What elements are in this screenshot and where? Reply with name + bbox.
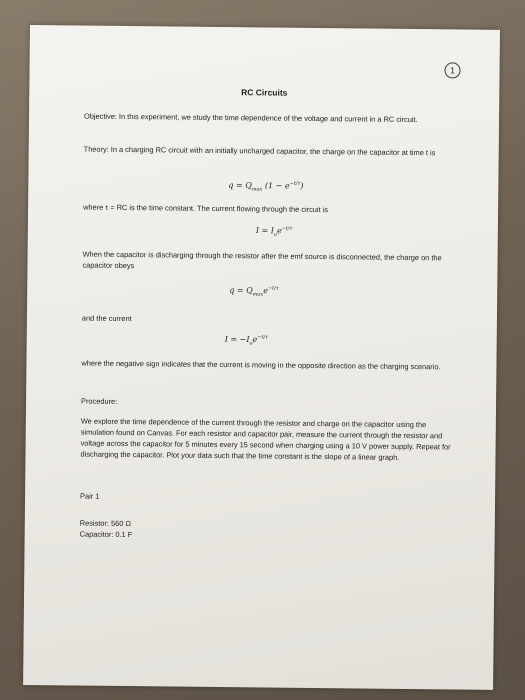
neg-current-eq-exp: −t/τ: [257, 334, 268, 341]
procedure-paragraph: We explore the time dependence of the current through the resistor and charge on the capacitor using the simulation found on Canvas. For each resistor and capacitor pair, measure the current through the resistor and voltage across the capacitor for 5 minutes every 15 second when charging using a 10 V power supply. Repeat for discharging the capacitor. Plot your data such that the time constant is the slope of a linear graph.: [80, 416, 451, 462]
document-page: [23, 25, 500, 690]
neg-current-eq-sub: o: [249, 340, 253, 347]
current-eq-tail: e: [276, 226, 282, 236]
discharge-eq-exp: −t/τ: [267, 285, 279, 292]
discharge-eq-tail: e: [263, 286, 269, 296]
charge-equation: [228, 180, 303, 193]
negative-current-equation: [225, 334, 268, 347]
discharge-eq-sub: max: [252, 291, 264, 298]
objective-paragraph: Objective: In this experiment, we study the time dependence of the voltage and current in a RC circuit.: [84, 111, 418, 125]
theory-paragraph: Theory: In a charging RC circuit with an initially uncharged capacitor, the charge on the capacitor at time t is: [83, 144, 436, 158]
charge-eq-tail: (1 − e: [262, 181, 290, 191]
discharge-eq-main: q = Q: [229, 285, 253, 296]
charge-eq-main: q = Q: [228, 180, 252, 190]
procedure-heading: Procedure:: [81, 396, 118, 406]
neg-current-eq-tail: e: [252, 335, 258, 345]
discharging-paragraph: When the capacitor is discharging through the resistor after the emf source is disconnected, the charge on the capacitor obeys: [82, 249, 442, 271]
discharge-equation: [229, 285, 279, 298]
charge-eq-exp: −t/τ: [289, 180, 301, 187]
page-title: RC Circuits: [241, 87, 288, 98]
pair-label: Pair 1: [80, 491, 100, 501]
capacitor-value: Capacitor: 0.1 F: [79, 529, 133, 540]
current-equation: [256, 225, 293, 238]
and-current-paragraph: and the current: [81, 313, 132, 324]
negative-sign-paragraph: where the negative sign indicates that the current is moving in the opposite direction as the charging scenario.: [81, 358, 441, 372]
current-eq-sub: o: [273, 231, 277, 238]
charge-eq-sub: max: [251, 186, 263, 193]
neg-current-eq-main: I = −I: [224, 334, 250, 344]
resistor-value: Resistor: 560 Ω: [79, 518, 131, 529]
current-eq-exp: −t/τ: [281, 225, 293, 232]
time-constant-paragraph: where τ = RC is the time constant. The current flowing through the circuit is: [83, 202, 329, 215]
charge-eq-close: ): [300, 181, 304, 191]
page-number: 1: [444, 62, 460, 78]
current-eq-main: I = I: [255, 226, 275, 236]
